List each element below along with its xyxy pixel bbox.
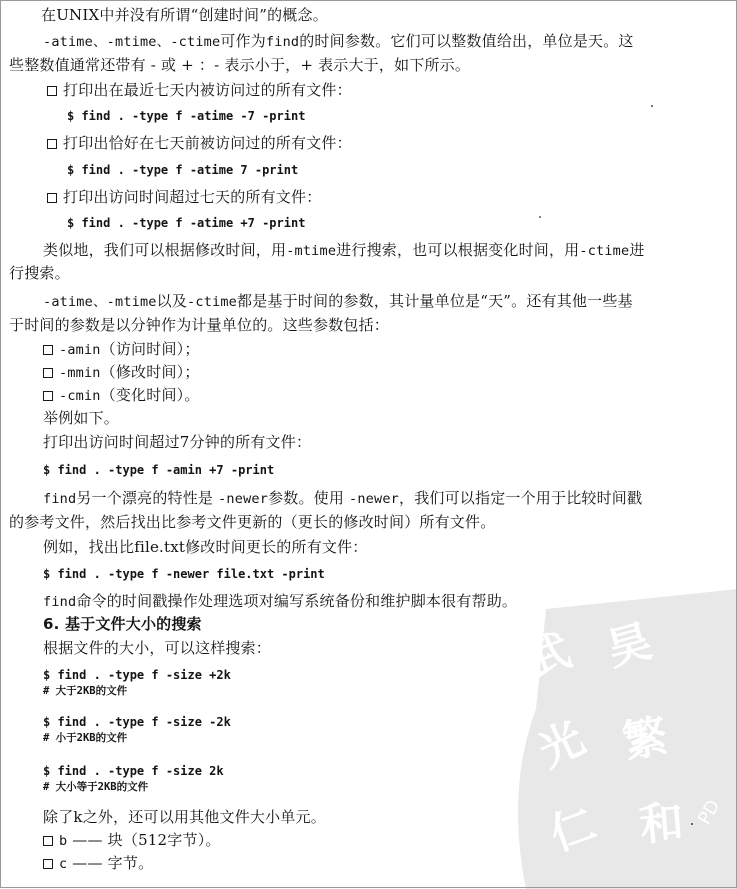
code-size-minus2k: $ find . -type f -size -2k (43, 715, 231, 729)
paragraph-size-units: 除了k之外，还可以用其他文件大小单元。 (43, 808, 326, 826)
code-size-2k: $ find . -type f -size 2k (43, 764, 224, 778)
section-heading-size-search: 6. 基于文件大小的搜索 (43, 615, 202, 633)
code-size-plus2k: $ find . -type f -size +2k (43, 668, 231, 682)
bullet-atime-exact: 打印出恰好在七天前被访问过的所有文件： (47, 133, 352, 153)
checkbox-bullet-icon (47, 139, 57, 149)
paragraph-amin-desc: 打印出访问时间超过7分钟的所有文件： (43, 433, 312, 451)
paragraph-newer: find另一个漂亮的特性是 -newer参数。使用 -newer，我们可以指定一个用于比较时间戳 (43, 489, 643, 507)
scan-speck (691, 823, 693, 825)
paragraph-mtime-ctime: 类似地，我们可以根据修改时间，用-mtime进行搜索，也可以根据变化时间，用-ctime进 (43, 241, 645, 259)
svg-text:武: 武 (518, 624, 578, 688)
paragraph-time-units: -atime、-mtime以及-ctime都是基于时间的参数，其计量单位是“天”。还有其他一些基 (43, 292, 633, 310)
code-amin-plus7: $ find . -type f -amin +7 -print (43, 463, 275, 477)
svg-text:和: 和 (637, 796, 686, 852)
scan-speck (651, 105, 653, 107)
list-item-mmin: -mmin（修改时间）； (43, 362, 200, 383)
list-item-amin: -amin（访问时间）； (43, 339, 200, 360)
bullet-atime-recent: 打印出在最近七天内被访问过的所有文件： (47, 80, 352, 100)
svg-text:昊: 昊 (601, 615, 658, 677)
checkbox-bullet-icon (47, 193, 57, 203)
paragraph-time-params-cont: 些整数值通常还带有 - 或 + ：- 表示小于，+ 表示大于，如下所示。 (9, 56, 471, 74)
paragraph-example: 举例如下。 (43, 409, 120, 427)
bullet-atime-over: 打印出访问时间超过七天的所有文件： (47, 187, 321, 207)
svg-text:繁: 繁 (619, 710, 672, 769)
paragraph-timestamp-options: find命令的时间戳操作处理选项对编写系统备份和维护脚本很有帮助。 (43, 592, 518, 610)
code-comment-greater: # 大于2KB的文件 (43, 685, 128, 697)
paragraph-size-intro: 根据文件的大小，可以这样搜索： (43, 639, 272, 657)
checkbox-bullet-icon (43, 859, 53, 869)
list-item-unit-b: b —— 块（512字节）。 (43, 830, 221, 851)
checkbox-bullet-icon (43, 836, 53, 846)
list-item-cmin: -cmin（变化时间）。 (43, 385, 200, 406)
paragraph-time-units-cont: 于时间的参数是以分钟作为计量单位的。这些参数包括： (9, 316, 390, 334)
checkbox-bullet-icon (43, 368, 53, 378)
svg-text:光: 光 (530, 712, 593, 778)
scan-speck (539, 216, 541, 218)
checkbox-bullet-icon (47, 86, 57, 96)
seal-watermark-icon (506, 589, 737, 889)
code-comment-less: # 小于2KB的文件 (43, 732, 128, 744)
paragraph-time-params: -atime、-mtime、-ctime可作为find的时间参数。它们可以整数值给出，单位是天。这 (43, 32, 634, 50)
svg-text:PD: PD (693, 796, 725, 829)
svg-text:仁: 仁 (543, 798, 603, 862)
code-comment-equal: # 大小等于2KB的文件 (43, 781, 149, 793)
paragraph-intro: 在UNIX中并没有所谓“创建时间”的概念。 (41, 6, 328, 24)
paragraph-newer-cont: 的参考文件，然后找出比参考文件更新的（更长的修改时间）所有文件。 (9, 513, 496, 531)
code-atime-plus7: $ find . -type f -atime +7 -print (67, 216, 306, 230)
checkbox-bullet-icon (43, 391, 53, 401)
paragraph-mtime-ctime-cont: 行搜索。 (9, 264, 70, 282)
code-atime-7: $ find . -type f -atime 7 -print (67, 163, 299, 177)
checkbox-bullet-icon (43, 345, 53, 355)
code-newer: $ find . -type f -newer file.txt -print (43, 567, 325, 581)
code-atime-minus7: $ find . -type f -atime -7 -print (67, 109, 306, 123)
list-item-unit-c: c —— 字节。 (43, 853, 153, 874)
paragraph-newer-example: 例如，找出比file.txt修改时间更长的所有文件： (43, 538, 368, 556)
